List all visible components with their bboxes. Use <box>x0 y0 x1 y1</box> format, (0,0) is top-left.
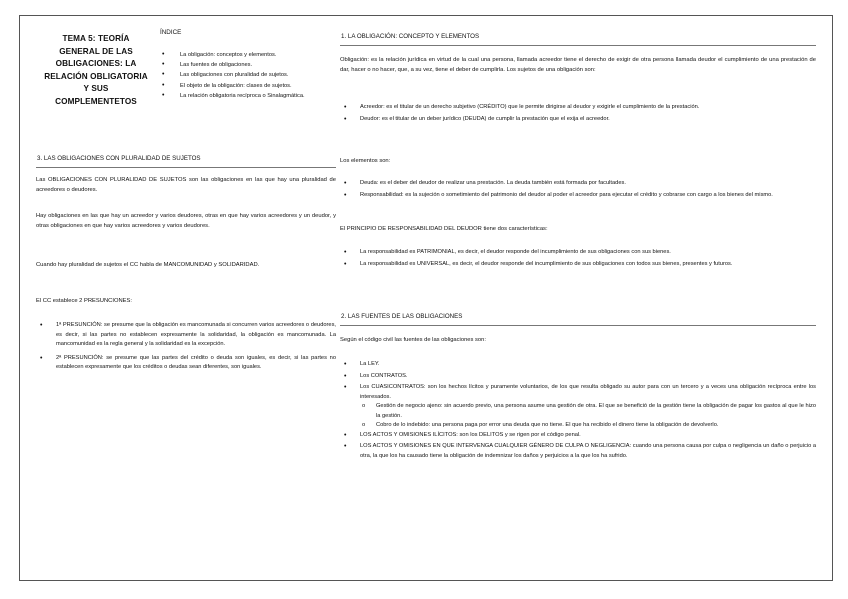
fuente-item: • LOS ACTOS Y OMISIONES EN QUE INTERVENGA CUALQUIER GÉNERO DE CULPA O NEGLIGENCIA: cuando una persona causa por culpa o negligencia un daño o perjuicio a otra, la que los ha causado tiene la obligación de indemnizar los daños y perjuicios a la que los ha sufrido. <box>340 442 816 461</box>
section-3-paragraph-1: Las OBLIGACIONES CON PLURALIDAD DE SUJETOS son las obligaciones en las que hay una pluralidad de acreedores o deudores. <box>36 177 336 193</box>
presuncion-item: • 2ª PRESUNCIÓN: se presume que las partes del crédito o deuda son iguales, es decir, si las partes no establecen expresamente que los créditos o deudas sean diferentes, son iguales. <box>36 354 336 373</box>
fuente-item: • LOS ACTOS Y OMISIONES ILÍCITOS: son los DELITOS y se rigen por el código penal. <box>340 431 816 441</box>
fuente-item <box>340 383 816 431</box>
principio-text: El PRINCIPIO DE RESPONSABILIDAD DEL DEUDOR tiene dos características: <box>340 226 548 232</box>
fuentes-list <box>340 360 816 464</box>
caracteristicas-list <box>340 248 816 272</box>
cuasicontratos-text: Los CUASICONTRATOS: son los hechos lícitos y puramente voluntarios, de los que resulta obligado su autor para con un tercero y a veces una obligación recíproca entre los interesados. <box>360 384 816 400</box>
section-3-paragraph-2: Hay obligaciones en las que hay un acreedor y varios deudores, otras en que hay varios acreedores y un deudor, y otras obligaciones en que hay varios acreedores y varios deudores. <box>36 213 336 229</box>
document-page <box>19 15 833 581</box>
presuncion-item: • 1ª PRESUNCIÓN: se presume que la obligación es mancomunada si concurren varios acreedores o deudores, es decir, si las partes no establecen expresamente la solidaridad, la obligación es mancomunada. La mancomunidad es la regla general y la solidaridad es la excepción. <box>36 321 336 350</box>
elementos-list <box>340 179 816 203</box>
index-item: • Las obligaciones con pluralidad de sujetos. <box>162 70 342 80</box>
sujeto-item: • Acreedor: es el titular de un derecho subjetivo (CRÉDITO) que le permite dirigirse al deudor y exigirle el cumplimiento de la prestación. <box>340 103 816 113</box>
section-2-heading: 2. LAS FUENTES DE LAS OBLIGACIONES <box>341 313 463 320</box>
elemento-item: • Deuda: es el deber del deudor de realizar una prestación. La deuda también está formada por facultades. <box>340 179 816 189</box>
presunciones-list <box>36 321 336 376</box>
section-2-divider <box>340 325 816 326</box>
section-1-paragraph: Obligación: es la relación jurídica en virtud de la cual una persona, llamada acreedor tiene el derecho de exigir de otra persona llamada deudor el cumplimiento de una prestación de dar, hacer o no hacer, que, a su vez, tiene el deber de cumplirla. Los sujetos de una obligación son: <box>340 57 816 73</box>
caracteristica-item: • La responsabilidad es PATRIMONIAL, es decir, el deudor responde del incumplimiento de sus obligaciones con sus bienes. <box>340 248 816 258</box>
document-title: TEMA 5: TEORÍA GENERAL DE LAS OBLIGACIONES: LA RELACIÓN OBLIGATORIA Y SUS COMPLEMENTETOS <box>44 34 148 106</box>
index-heading: ÍNDICE <box>160 29 182 36</box>
fuente-item: • La LEY. <box>340 360 816 370</box>
elemento-item: • Responsabilidad: es la sujeción o sometimiento del patrimonio del deudor al poder el acreedor para ejecutar el crédito y cobrarse con cargo a los bienes del mismo. <box>340 191 816 201</box>
index-item: • La relación obligatoria recíproca o Sinalagmática. <box>162 91 342 101</box>
section-3-paragraph-3: Cuando hay pluralidad de sujetos el CC habla de MANCOMUNIDAD y SOLIDARIDAD. <box>36 262 260 268</box>
index-item: • Las fuentes de obligaciones. <box>162 60 342 70</box>
cuasicontratos-sublist <box>356 402 816 431</box>
section-1-heading: 1. LA OBLIGACIÓN: CONCEPTO Y ELEMENTOS <box>341 33 480 40</box>
section-3-divider <box>36 167 336 168</box>
section-3-paragraph-4: El CC establece 2 PRESUNCIONES: <box>36 298 133 304</box>
section-1-divider <box>340 45 816 46</box>
fuente-item: • Los CONTRATOS. <box>340 372 816 382</box>
elementos-intro: Los elementos son: <box>340 158 391 164</box>
sujetos-list <box>340 103 816 127</box>
index-item: • El objeto de la obligación: clases de sujetos. <box>162 81 342 91</box>
index-item: • La obligación: conceptos y elementos. <box>162 50 342 60</box>
section-3-heading: 3. LAS OBLIGACIONES CON PLURALIDAD DE SUJETOS <box>37 155 201 162</box>
sujeto-item: • Deudor: es el titular de un deber jurídico (DEUDA) de cumplir la prestación que el exija el acreedor. <box>340 115 816 125</box>
cuasicontrato-subitem: o Gestión de negocio ajeno: sin acuerdo previo, una persona asume una gestión de otra. El que se benefició de la gestión tiene la obligación de pagar los gastos al que le hizo la gestión. <box>356 402 816 421</box>
index-list <box>162 50 342 101</box>
caracteristica-item: • La responsabilidad es UNIVERSAL, es decir, el deudor responde del incumplimiento de sus obligaciones con todos sus bienes, presentes y futuros. <box>340 260 816 270</box>
cuasicontrato-subitem: o Cobro de lo indebido: una persona paga por error una deuda que no tiene. El que ha recibido el dinero tiene la obligación de devolverlo. <box>356 421 816 431</box>
fuentes-intro: Según el código civil las fuentes de las obligaciones son: <box>340 337 486 343</box>
